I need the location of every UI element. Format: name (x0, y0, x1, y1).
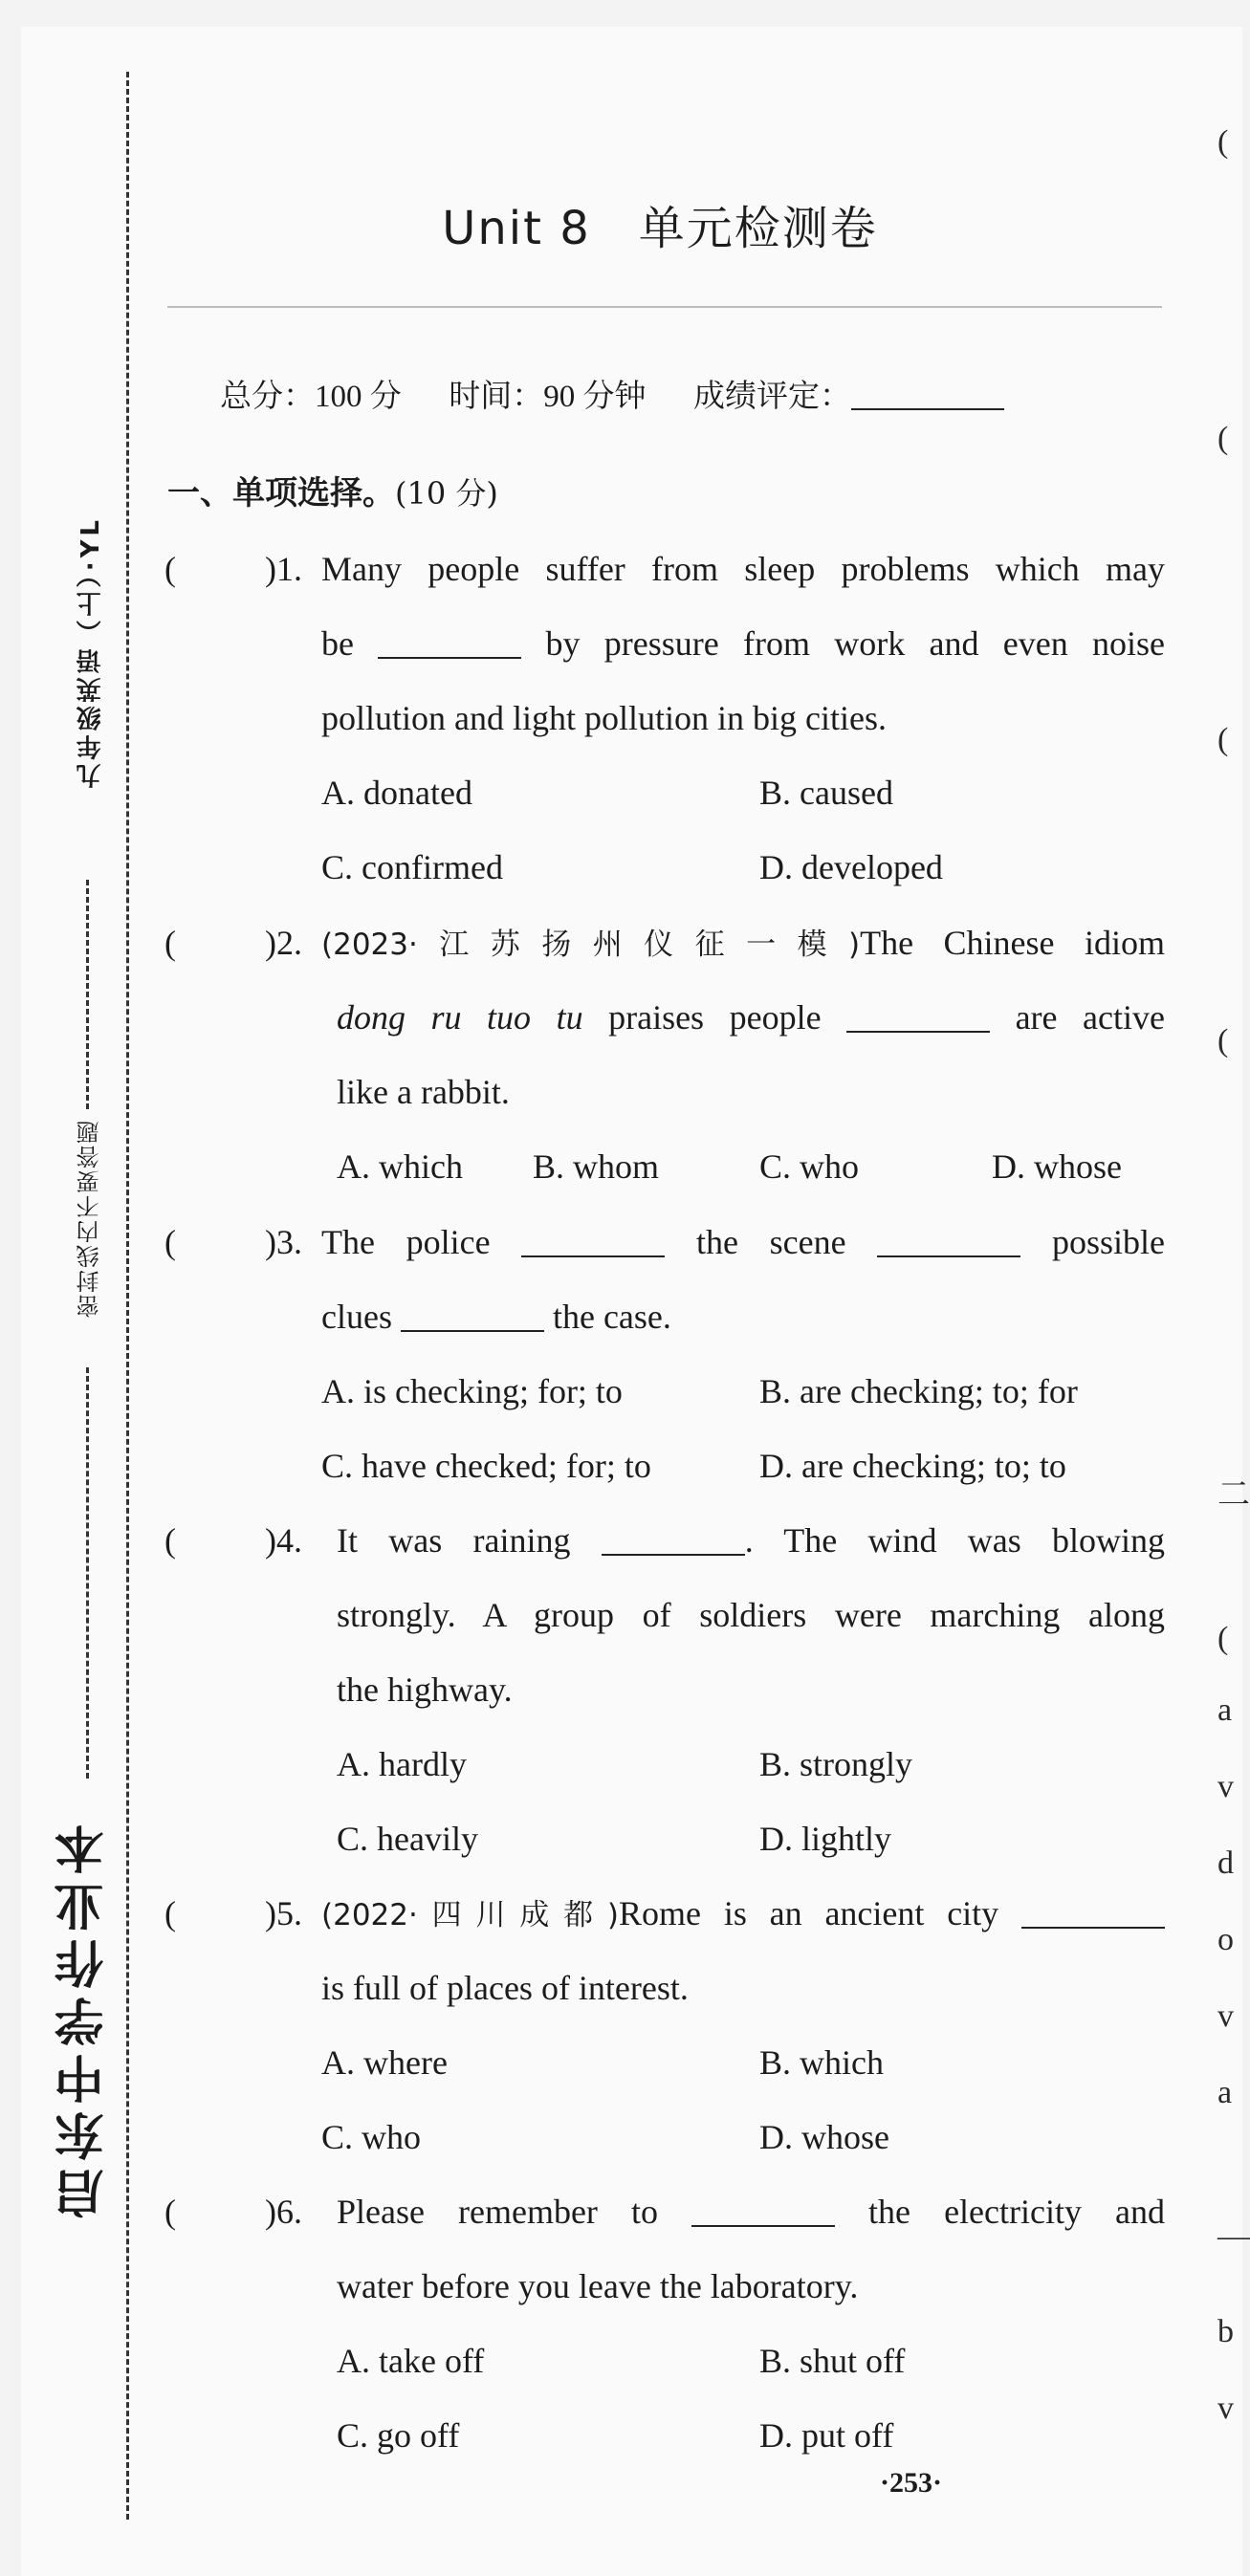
question-stem-line: strongly. A group of soldiers were marching along (337, 1596, 1165, 1634)
answer-paren[interactable]: ( (164, 2193, 176, 2231)
question-number: )6. (265, 2193, 302, 2231)
question-number: )5. (265, 1894, 302, 1932)
question-stem-line: Many people suffer from sleep problems which may (321, 550, 1165, 588)
edge-char: a (1217, 1692, 1233, 1728)
option-b[interactable]: B. whom (533, 1147, 660, 1186)
answer-blank[interactable] (521, 1225, 665, 1257)
option-b[interactable]: B. strongly (759, 1745, 913, 1783)
title-rule (167, 306, 1162, 308)
option-c[interactable]: C. heavily (337, 1820, 478, 1858)
edge-char: b (1217, 2314, 1234, 2349)
edge-char: o (1217, 1922, 1234, 1957)
option-c[interactable]: C. have checked; for; to (321, 1447, 651, 1485)
answer-paren[interactable]: ( (164, 1894, 176, 1932)
edge-char: ( (1217, 1621, 1229, 1656)
option-d[interactable]: D. whose (759, 2118, 889, 2156)
answer-blank[interactable] (602, 1523, 745, 1556)
answer-paren[interactable]: ( (164, 550, 176, 588)
option-d[interactable]: D. are checking; to; to (759, 1447, 1066, 1485)
option-d[interactable]: D. put off (759, 2416, 894, 2455)
question-stem-line: dong ru tuo tu praises people are active (337, 998, 1165, 1037)
edge-char: a (1217, 2075, 1233, 2110)
answer-blank[interactable] (877, 1225, 1020, 1257)
option-c[interactable]: C. who (321, 2118, 422, 2156)
option-b[interactable]: B. which (759, 2043, 884, 2082)
edge-char: ( (1217, 421, 1229, 456)
question-stem-line: pollution and light pollution in big cities. (321, 699, 887, 737)
side-dash (86, 1367, 89, 1779)
answer-paren[interactable]: ( (164, 924, 176, 962)
side-school-name: 启东中学作业本 (55, 1817, 113, 2218)
answer-blank[interactable] (1021, 1896, 1165, 1929)
question-stem-line: be by pressure from work and even noise (321, 624, 1165, 663)
answer-paren[interactable]: ( (164, 1521, 176, 1560)
edge-char: v (1217, 2390, 1234, 2426)
option-c[interactable]: C. confirmed (321, 848, 503, 886)
side-dash (86, 880, 89, 1109)
question-stem-line: clues the case. (321, 1298, 671, 1336)
option-d[interactable]: D. whose (992, 1147, 1122, 1186)
option-a[interactable]: A. where (321, 2043, 448, 2082)
edge-char: d (1217, 1845, 1234, 1881)
option-a[interactable]: A. which (337, 1147, 463, 1186)
side-seal-note: 密封线内不要答题 (77, 1119, 103, 1318)
question-stem-line: like a rabbit. (337, 1073, 510, 1111)
option-c[interactable]: C. go off (337, 2416, 460, 2455)
question-stem-line: It was raining . The wind was blowing (337, 1521, 1166, 1560)
edge-char: — (1217, 2218, 1250, 2254)
question-stem-line: (2023·江苏扬州仪征一模)The Chinese idiom (321, 924, 1165, 962)
option-b[interactable]: B. caused (759, 774, 893, 812)
edge-char: ( (1217, 1023, 1229, 1059)
edge-char: ( (1217, 722, 1229, 757)
question-number: )2. (265, 924, 302, 962)
option-b[interactable]: B. shut off (759, 2342, 906, 2380)
time-limit: 时间：90 分钟 (449, 380, 647, 414)
question-stem-line: The police the scene possible (321, 1223, 1165, 1261)
question-stem-line: the highway. (337, 1670, 513, 1709)
option-d[interactable]: D. lightly (759, 1820, 892, 1858)
page-number: ·253· (880, 2467, 943, 2499)
option-a[interactable]: A. hardly (337, 1745, 467, 1783)
side-grade-label: 九年级英语（上）·YL (77, 516, 105, 789)
question-stem-line: is full of places of interest. (321, 1969, 689, 2007)
total-score: 总分：100 分 (220, 380, 402, 414)
side-binding-strip (19, 516, 120, 2314)
grade-label: 成绩评定： (693, 380, 851, 414)
edge-char: 二 (1217, 1477, 1250, 1513)
question-stem-line: Please remember to the electricity and (337, 2193, 1166, 2231)
option-d[interactable]: D. developed (759, 848, 943, 886)
edge-char: v (1217, 1769, 1234, 1804)
next-page-edge (1210, 0, 1250, 2576)
binding-dashed-line (126, 72, 129, 2520)
answer-blank[interactable] (846, 1000, 990, 1033)
question-stem-line: (2022·四川成都)Rome is an ancient city (321, 1876, 1165, 1953)
answer-paren[interactable]: ( (164, 1223, 176, 1261)
question-number: )3. (265, 1223, 302, 1261)
question-source: (2022·四川成都) (321, 1898, 620, 1932)
question-source: (2023·江苏扬州仪征一模) (321, 928, 861, 962)
option-a[interactable]: A. is checking; for; to (321, 1372, 623, 1410)
answer-blank[interactable] (401, 1299, 544, 1332)
option-a[interactable]: A. take off (337, 2342, 485, 2380)
answer-blank[interactable] (378, 626, 521, 659)
option-b[interactable]: B. are checking; to; for (759, 1372, 1078, 1410)
page-title: Unit 8 单元检测卷 (442, 202, 878, 255)
question-number: )1. (265, 550, 302, 588)
edge-char: ( (1217, 124, 1229, 160)
answer-blank[interactable] (691, 2194, 835, 2227)
edge-char: v (1217, 1998, 1234, 2034)
section-title: 一、单项选择。 (167, 474, 395, 513)
question-stem-line: water before you leave the laboratory. (337, 2267, 859, 2305)
section-points: (10 分) (395, 475, 498, 512)
question-number: )4. (265, 1521, 302, 1560)
option-a[interactable]: A. donated (321, 774, 472, 812)
score-info (220, 371, 1004, 416)
option-c[interactable]: C. who (759, 1147, 860, 1186)
grade-blank[interactable] (851, 380, 1004, 410)
section-heading (167, 467, 498, 513)
